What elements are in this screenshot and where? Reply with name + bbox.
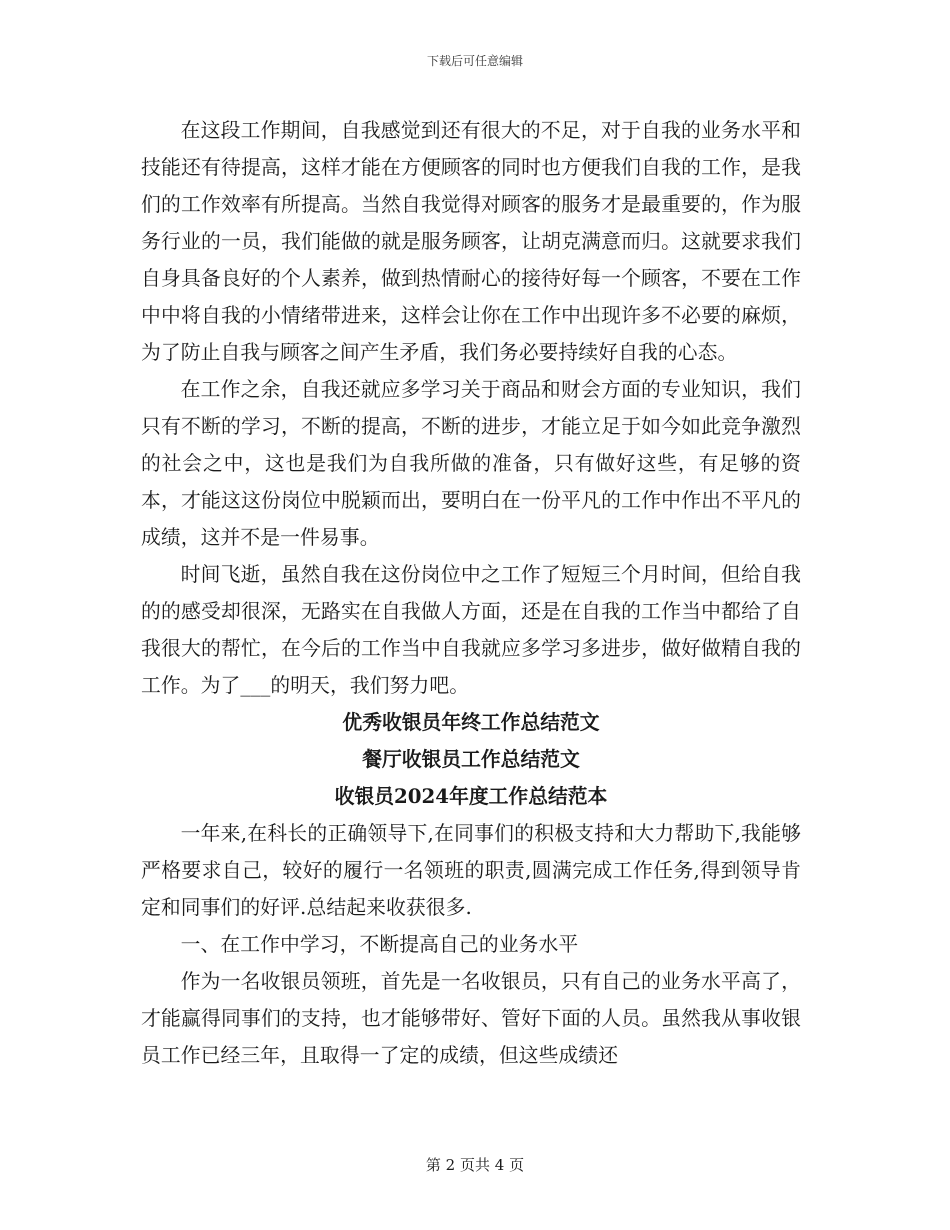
paragraph-3: 时间飞逝，虽然自我在这份岗位中之工作了短短三个月时间，但给自我的的感受却很深，无路实在自我做人方面，还是在自我的工作当中都给了自我很大的帮忙，在今后的工作当中自我就应多学习多进步，做好做精自我的工作。为了___的明天，我们努力吧。 bbox=[141, 563, 801, 697]
paragraph-4: 一年来,在科长的正确领导下,在同事们的积极支持和大力帮助下,我能够严格要求自己，较好的履行一名领班的职责,圆满完成工作任务,得到领导肯定和同事们的好评.总结起来收获很多. bbox=[141, 822, 801, 919]
page-number: 第 2 页共 4 页 bbox=[425, 1156, 525, 1174]
document-body bbox=[141, 112, 801, 1074]
section-heading-3: 收银员2024年度工作总结范本 bbox=[334, 784, 608, 808]
section-heading-1: 优秀收银员年终工作总结范文 bbox=[342, 710, 600, 734]
paragraph-6: 作为一名收银员领班，首先是一名收银员，只有自己的业务水平高了，才能赢得同事们的支持，也才能够带好、管好下面的人员。虽然我从事收银员工作已经三年，且取得一了定的成绩，但这些成绩还 bbox=[141, 970, 801, 1067]
paragraph-5: 一、在工作中学习，不断提高自己的业务水平 bbox=[180, 933, 579, 956]
paragraph-1: 在这段工作期间，自我感觉到还有很大的不足，对于自我的业务水平和技能还有待提高，这样才能在方便顾客的同时也方便我们自我的工作，是我们的工作效率有所提高。当然自我觉得对顾客的服务才是最重要的，作为服务行业的一员，我们能做的就是服务顾客，让胡克满意而归。这就要求我们自身具备良好的个人素养，做到热情耐心的接待好每一个顾客，不要在工作中中将自我的小情绪带进来，这样会让你在工作中出现许多不必要的麻烦，为了防止自我与顾客之间产生矛盾，我们务必要持续好自我的心态。 bbox=[141, 119, 801, 364]
section-heading-2: 餐厅收银员工作总结范文 bbox=[362, 747, 580, 771]
paragraph-2: 在工作之余，自我还就应多学习关于商品和财会方面的专业知识，我们只有不断的学习，不断的提高，不断的进步，才能立足于如今如此竞争激烈的社会之中，这也是我们为自我所做的准备，只有做好这些，有足够的资本，才能这这份岗位中脱颖而出，要明白在一份平凡的工作中作出不平凡的成绩，这并不是一件易事。 bbox=[141, 378, 801, 549]
page-header-note: 下载后可任意编辑 bbox=[426, 54, 523, 68]
